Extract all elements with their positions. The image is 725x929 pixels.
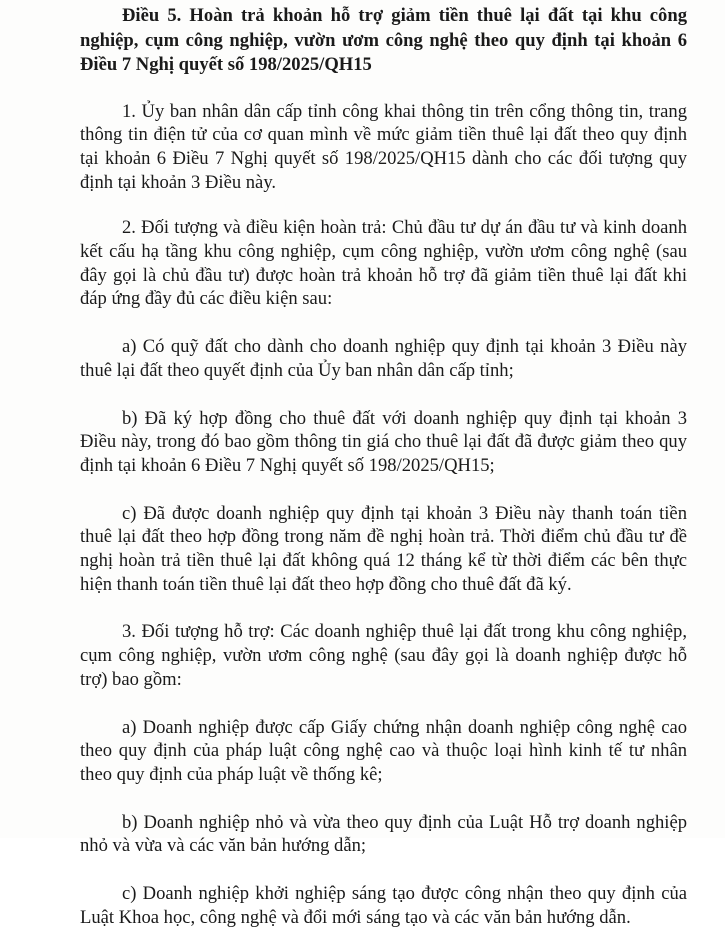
paragraph-2b: b) Đã ký hợp đồng cho thuê đất với doanh nghiệp quy định tại khoản 3 Điều này, trong đó bao gồm thông tin giá cho thuê lại đất đã được giảm theo quy định tại khoản 6 Điều 7 Nghị quyết số 198/2025/QH15; <box>80 407 687 476</box>
paragraph-2: 2. Đối tượng và điều kiện hoàn trả: Chủ đầu tư dự án đầu tư và kinh doanh kết cấu hạ tầng khu công nghiệp, cụm công nghiệp, vườn ươm công nghệ (sau đây gọi là chủ đầu tư) được hoàn trả khoản hỗ trợ đã giảm tiền thuê lại đất khi đáp ứng đầy đủ các điều kiện sau: <box>80 217 687 310</box>
paragraph-3c: c) Doanh nghiệp khởi nghiệp sáng tạo được công nhận theo quy định của Luật Khoa học, công nghệ và đổi mới sáng tạo và các văn bản hướng dẫn. <box>80 883 687 928</box>
paragraph-2c: c) Đã được doanh nghiệp quy định tại khoản 3 Điều này thanh toán tiền thuê lại đất theo hợp đồng trong năm đề nghị hoàn trả. Thời điểm chủ đầu tư đề nghị hoàn trả tiền thuê lại đất không quá 12 tháng kể từ thời điểm các bên thực hiện thanh toán tiền thuê lại đất theo hợp đồng cho thuê đất đã ký. <box>80 502 687 595</box>
paragraph-1: 1. Ủy ban nhân dân cấp tỉnh công khai thông tin trên cổng thông tin, trang thông tin điện tử của cơ quan mình về mức giảm tiền thuê lại đất theo quy định tại khoản 6 Điều 7 Nghị quyết số 198/2025/QH15 dành cho các đối tượng quy định tại khoản 3 Điều này. <box>80 100 687 193</box>
article-title: Điều 5. Hoàn trả khoản hỗ trợ giảm tiền thuê lại đất tại khu công nghiệp, cụm công nghiệp, vườn ươm công nghệ theo quy định tại khoản 6 Điều 7 Nghị quyết số 198/2025/QH15 <box>80 5 687 75</box>
paragraph-3a: a) Doanh nghiệp được cấp Giấy chứng nhận doanh nghiệp công nghệ cao theo quy định của pháp luật công nghệ cao và thuộc loại hình kinh tế tư nhân theo quy định của pháp luật về thống kê; <box>80 716 687 785</box>
paragraph-3b: b) Doanh nghiệp nhỏ và vừa theo quy định của Luật Hỗ trợ doanh nghiệp nhỏ và vừa và các văn bản hướng dẫn; <box>80 811 687 857</box>
paragraph-2a: a) Có quỹ đất cho dành cho doanh nghiệp quy định tại khoản 3 Điều này thuê lại đất theo quyết định của Ủy ban nhân dân cấp tỉnh; <box>80 336 687 381</box>
paragraph-3: 3. Đối tượng hỗ trợ: Các doanh nghiệp thuê lại đất trong khu công nghiệp, cụm công nghiệp, vườn ươm công nghệ (sau đây gọi là doanh nghiệp được hỗ trợ) bao gồm: <box>80 621 687 690</box>
